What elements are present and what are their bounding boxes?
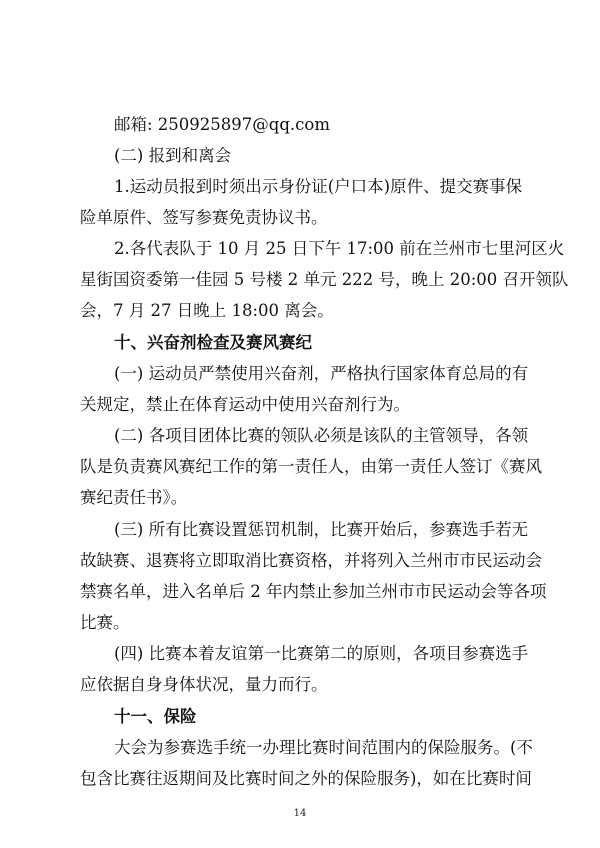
- section-heading: 十一、保险: [114, 707, 197, 726]
- paragraph-line: 1.运动员报到时须出示身份证(户口本)原件、提交赛事保: [114, 177, 523, 196]
- paragraph-line: 队是负责赛风赛纪工作的第一责任人，由第一责任人签订《赛风: [80, 457, 542, 476]
- email-line: 邮箱: 250925897@qq.com: [114, 115, 330, 134]
- paragraph-line: 2.各代表队于 10 月 25 日下午 17:00 前在兰州市七里河区火: [114, 239, 565, 258]
- paragraph-line: 赛纪责任书》。: [80, 488, 188, 507]
- paragraph-line: 关规定，禁止在体育运动中使用兴奋剂行为。: [80, 395, 410, 414]
- paragraph-line: 大会为参赛选手统一办理比赛时间范围内的保险服务。(不: [114, 738, 533, 757]
- paragraph-line: 会，7 月 27 日晚上 18:00 离会。: [80, 301, 334, 320]
- section-subheading: (二) 报到和离会: [114, 146, 232, 165]
- paragraph-line: 应依据自身身体状况，量力而行。: [80, 675, 328, 694]
- paragraph-line: (四) 比赛本着友谊第一比赛第二的原则，各项目参赛选手: [114, 644, 529, 663]
- paragraph-line: 包含比赛往返期间及比赛时间之外的保险服务)，如在比赛时间: [80, 769, 532, 788]
- paragraph-line: (二) 各项目团体比赛的领队必须是该队的主管领导，各领: [114, 426, 529, 445]
- section-heading: 十、兴奋剂检查及赛风赛纪: [114, 333, 312, 352]
- page-number: 14: [293, 808, 307, 819]
- paragraph-line: 星街国资委第一佳园 5 号楼 2 单元 222 号，晚上 20:00 召开领队: [80, 270, 569, 289]
- paragraph-line: (三) 所有比赛设置惩罚机制，比赛开始后，参赛选手若无: [114, 520, 529, 539]
- paragraph-line: 禁赛名单，进入名单后 2 年内禁止参加兰州市市民运动会等各项: [80, 582, 547, 601]
- paragraph-line: 比赛。: [80, 613, 130, 632]
- paragraph-line: 故缺赛、退赛将立即取消比赛资格，并将列入兰州市市民运动会: [80, 551, 542, 570]
- paragraph-line: 险单原件、签写参赛免责协议书。: [80, 208, 328, 227]
- paragraph-line: (一) 运动员严禁使用兴奋剂，严格执行国家体育总局的有: [114, 364, 529, 383]
